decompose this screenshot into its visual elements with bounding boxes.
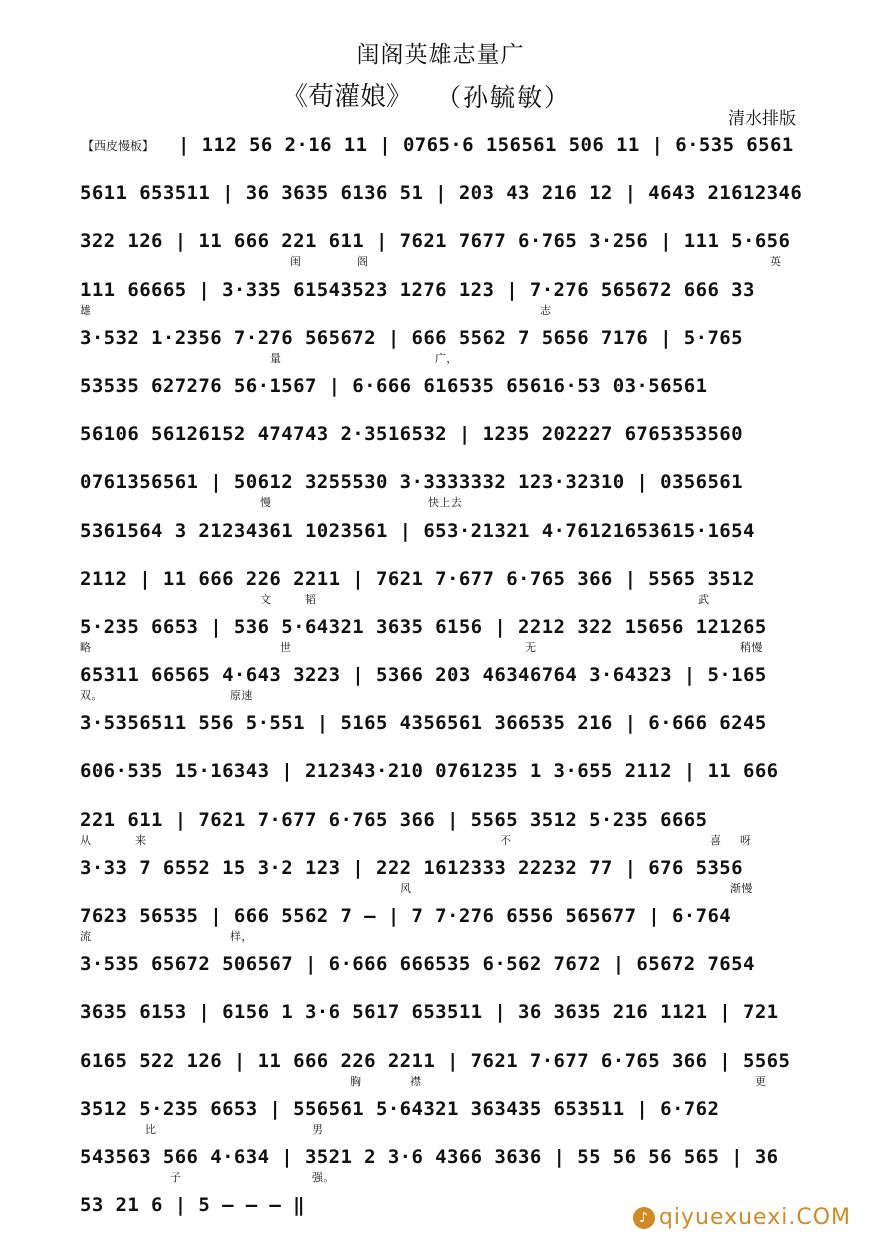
lyric-text: 无 xyxy=(525,640,537,654)
notation-text: 56106 56126152 474743 2·3516532 | 1235 202227 6765353560 xyxy=(80,423,743,446)
lyric-text: 流 xyxy=(80,930,92,943)
lyric-text: 志 xyxy=(540,303,552,317)
notation-text: 53535 627276 56·1567 | 6·666 616535 65616·53 03·56561 xyxy=(80,374,708,397)
notation-text: 3·33 7 6552 15 3·2 123 | 222 1612333 22232 77 | 676 5356 xyxy=(80,856,743,879)
lyric-text: 量 xyxy=(270,351,282,365)
score-line xyxy=(80,657,810,705)
score-line xyxy=(80,272,810,320)
lyric-text: 原速 xyxy=(230,689,253,703)
notation-text: 2112 | 11 666 226 2211 | 7621 7·677 6·765 366 | 5565 3512 xyxy=(80,567,755,590)
tempo-mark: 【西皮慢板】 xyxy=(82,139,155,153)
lyric-text: 双。 xyxy=(80,689,103,703)
score-line xyxy=(80,127,810,175)
notation-text: 3635 6153 | 6156 1 3·6 5617 653511 | 36 3635 216 1121 | 721 xyxy=(80,1001,779,1024)
lyric-text: 快上去 xyxy=(428,496,463,510)
lyric-text: 渐慢 xyxy=(730,881,753,895)
notation-text: 3·5356511 556 5·551 | 5165 4356561 366535 216 | 6·666 6245 xyxy=(80,712,767,735)
score-line xyxy=(80,175,810,223)
music-note-icon: ♪ xyxy=(633,1207,655,1229)
lyric-text: 强。 xyxy=(312,1170,335,1184)
notation-text: 221 611 | 7621 7·677 6·765 366 | 5565 3512 5·235 6665 xyxy=(80,808,708,831)
score-line xyxy=(80,898,810,946)
lyric-text: 样， xyxy=(230,930,253,943)
notation-text: 5·235 6653 | 536 5·64321 3635 6156 | 2212 322 15656 121265 xyxy=(80,615,767,638)
lyric-text: 略 xyxy=(80,640,92,654)
score-line xyxy=(80,464,810,512)
lyric-text: 稍慢 xyxy=(740,640,763,654)
score-line xyxy=(80,994,810,1042)
score-line xyxy=(80,320,810,368)
score-line xyxy=(80,705,810,753)
notation-text: 3·532 1·2356 7·276 565672 | 666 5562 7 5656 7176 | 5·765 xyxy=(80,326,743,349)
lyric-text: 阁 xyxy=(357,255,369,269)
score-line xyxy=(80,802,810,850)
score-line xyxy=(80,946,810,994)
notation-text: 5611 653511 | 36 3635 6136 51 | 203 43 216 12 | 4643 21612346 xyxy=(80,182,803,205)
score-line xyxy=(80,223,810,271)
lyric-text: 不 xyxy=(500,833,512,847)
score-line xyxy=(80,513,810,561)
watermark-text: qiyuexuexi.COM xyxy=(658,1205,851,1230)
performer-name: （孙毓敏） xyxy=(436,83,572,112)
lyric-text: 风 xyxy=(400,881,412,895)
jianpu-score xyxy=(80,127,810,1235)
lyric-text: 武 xyxy=(698,592,710,606)
notation-text: 3512 5·235 6653 | 556561 5·64321 363435 653511 | 6·762 xyxy=(80,1097,720,1120)
lyric-text: 胸 xyxy=(350,1074,362,1088)
lyric-text: 英 xyxy=(770,255,782,269)
song-title: 闺阁英雄志量广 xyxy=(356,42,525,68)
notation-text: 543563 566 4·634 | 3521 2 3·6 4366 3636 | 55 56 56 565 | 36 xyxy=(80,1145,779,1168)
notation-text: 606·535 15·16343 | 212343·210 0761235 1 3·655 2112 | 11 666 xyxy=(80,760,779,783)
lyric-text: 韬 xyxy=(305,592,317,606)
notation-text: 3·535 65672 506567 | 6·666 666535 6·562 7672 | 65672 7654 xyxy=(80,953,755,976)
lyric-text: 从 xyxy=(80,833,92,847)
lyric-text: 比 xyxy=(145,1122,157,1136)
lyric-text: 襟 xyxy=(410,1074,422,1088)
lyric-text: 闺 xyxy=(290,255,302,269)
score-line xyxy=(80,1139,810,1187)
lyric-text: 更 xyxy=(755,1074,767,1088)
opera-title: 《荀灌娘》 xyxy=(282,82,413,112)
lyric-text: 来 xyxy=(135,833,147,847)
lyric-text: 雄 xyxy=(80,303,92,317)
notation-text: | 112 56 2·16 11 | 0765·6 156561 506 11 | 6·535 6561 xyxy=(178,134,794,156)
lyric-text: 广， xyxy=(435,351,458,365)
lyric-text: 呀 xyxy=(740,833,752,847)
score-line xyxy=(80,416,810,464)
lyric-text: 男 xyxy=(312,1122,324,1136)
score-line xyxy=(80,850,810,898)
lyric-text: 文 xyxy=(260,592,272,606)
score-line xyxy=(80,368,810,416)
notation-text: 111 66665 | 3·335 61543523 1276 123 | 7·276 565672 666 33 xyxy=(80,278,755,301)
notation-text: 65311 66565 4·643 3223 | 5366 203 46346764 3·64323 | 5·165 xyxy=(80,664,767,687)
notation-text: 6165 522 126 | 11 666 226 2211 | 7621 7·677 6·765 366 | 5565 xyxy=(80,1049,791,1072)
lyric-text: 子 xyxy=(170,1170,182,1184)
watermark xyxy=(633,1205,851,1230)
lyric-text: 世 xyxy=(280,640,292,654)
arranger-credit: 清水排版 xyxy=(728,109,796,129)
score-line xyxy=(80,561,810,609)
score-line xyxy=(80,753,810,801)
notation-text: 5361564 3 21234361 1023561 | 653·21321 4·76121653615·1654 xyxy=(80,519,755,542)
notation-text: 7623 56535 | 666 5562 7 — | 7 7·276 6556 565677 | 6·764 xyxy=(80,905,732,927)
lyric-text: 喜 xyxy=(710,833,722,847)
lyric-text: 慢 xyxy=(260,496,272,510)
notation-text: 0761356561 | 50612 3255530 3·3333332 123·32310 | 0356561 xyxy=(80,471,743,494)
score-line xyxy=(80,609,810,657)
notation-text: 322 126 | 11 666 221 611 | 7621 7677 6·765 3·256 | 111 5·656 xyxy=(80,230,791,253)
score-line xyxy=(80,1091,810,1139)
notation-text: 53 21 6 | 5 — — — ‖ xyxy=(80,1194,305,1217)
score-line xyxy=(80,1043,810,1091)
